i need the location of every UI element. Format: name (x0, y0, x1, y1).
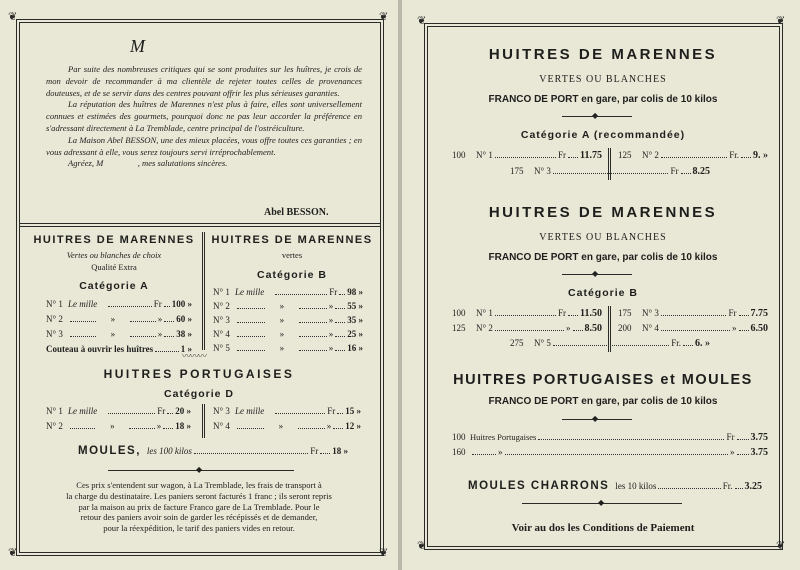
right-a-row2 (510, 166, 710, 177)
portugaises-right-table (213, 406, 361, 436)
row-price: 8.50 (584, 323, 602, 334)
row-unit: » (326, 421, 332, 431)
row-price: 6.50 (750, 323, 768, 334)
price-row (618, 308, 768, 323)
corner-ornament: ❦ (776, 15, 786, 27)
price-row (452, 308, 602, 323)
right-c-franco: FRANCO DE PORT en gare, par colis de 10 kilos (488, 396, 718, 407)
price-row (46, 299, 192, 314)
diamond-ornament: ◆ (598, 498, 605, 507)
footer-line: par la maison au prix de facture Franco gare de La Tremblade. Pour le (78, 501, 320, 512)
row-no: N° 4 (642, 323, 659, 333)
row-label: Le mille (235, 287, 265, 297)
right-a-row1-right (618, 150, 768, 161)
row-label: » (279, 343, 285, 353)
row-unit: » (328, 315, 334, 325)
row-label: Couteau à ouvrir les huîtres (46, 344, 154, 354)
portugaises-title: HUITRES PORTUGAISES (103, 367, 295, 381)
footer-line: Ces prix s'entendent sur wagon, à La Tremblade, les frais de transport à (76, 480, 322, 490)
row-unit: » (730, 447, 735, 457)
footer-line: la charge du destinataire. Les paniers seront facturés 1 franc ; ils seront repris (66, 490, 332, 501)
right-a-sub: VERTES OU BLANCHES (539, 74, 667, 85)
price-row (510, 166, 710, 177)
right-b-row3 (510, 338, 710, 349)
cat-a-sub: Vertes ou blanches de choix (66, 250, 162, 260)
right-page (402, 0, 800, 570)
row-price: 55 » (347, 301, 363, 311)
row-label: Le mille (68, 406, 98, 416)
price-row (452, 150, 602, 161)
divider (19, 226, 381, 227)
cat-b-label: Catégorie B (257, 269, 327, 281)
row-qty: 100 (452, 150, 466, 160)
corner-ornament: ❦ (379, 547, 389, 559)
row-qty: 125 (618, 150, 632, 160)
letter-salutation: M (130, 36, 145, 56)
row-price: 9. » (753, 150, 768, 161)
row-qty: 175 (510, 166, 524, 176)
letter-closing: Agréez, M , mes salutations sincères. (68, 158, 228, 169)
row-label: » (279, 315, 285, 325)
row-no: N° 2 (642, 150, 659, 160)
right-c-table (452, 432, 768, 462)
row-no: N° 3 (642, 308, 659, 318)
row-unit: Fr. (729, 150, 739, 160)
row-price: 35 » (347, 315, 363, 325)
row-no: N° 2 (46, 421, 63, 431)
row-price: 11.50 (580, 308, 602, 319)
row-no: N° 4 (213, 329, 230, 339)
row-qty: 275 (510, 338, 524, 348)
price-row (618, 150, 768, 161)
right-a-row1-left (452, 150, 602, 161)
row-unit: » (328, 301, 334, 311)
row-qty: 175 (618, 308, 632, 318)
divider (562, 274, 632, 275)
cat-a-table (46, 299, 192, 359)
diamond-ornament: ◆ (592, 111, 599, 120)
row-price: 16 » (347, 343, 363, 353)
row-qty: 200 (618, 323, 632, 333)
footer-line: pour la réexpédition, le tarif des paniers vides en retour. (103, 523, 295, 534)
row-no: N° 1 (476, 150, 493, 160)
right-b-sub: VERTES OU BLANCHES (539, 232, 667, 243)
cat-a-quality: Qualité Extra (91, 262, 137, 272)
row-price: 15 » (345, 406, 361, 416)
price-row (213, 421, 361, 436)
row-label: » (498, 447, 503, 457)
price-row (452, 432, 768, 447)
column-divider (202, 404, 205, 438)
letter-paragraph: La Maison Abel BESSON, une des mieux placées, vous offre toutes ces garanties ; en vous adressant à elle, vous serez toujours servi irréprochablement. (46, 134, 362, 157)
corner-ornament: ❦ (417, 540, 427, 552)
right-b-franco: FRANCO DE PORT en gare, par colis de 10 kilos (488, 252, 718, 263)
cat-b-sub: vertes (281, 250, 303, 260)
row-price: 8.25 (692, 166, 710, 177)
right-a-title: HUITRES DE MARENNES (488, 46, 718, 63)
diamond-ornament: ◆ (592, 414, 599, 423)
price-row (46, 329, 192, 344)
row-unit: Fr (157, 406, 166, 416)
payment-note: Voir au dos les Conditions de Paiement (511, 522, 695, 534)
price-row (213, 406, 361, 421)
row-no: N° 2 (213, 301, 230, 311)
price-row (452, 447, 768, 462)
moules-title: MOULES, (78, 445, 141, 457)
right-a-cat: Catégorie A (recommandée) (520, 129, 686, 141)
price-row (213, 301, 363, 315)
row-no: N° 1 (46, 299, 63, 309)
row-price: 38 » (176, 329, 192, 339)
price-row (510, 338, 710, 349)
row-unit: Fr (329, 287, 338, 297)
moules-price: 18 » (332, 446, 348, 456)
cat-b-table (213, 287, 363, 357)
left-page (0, 0, 398, 570)
price-row (618, 323, 768, 338)
moules-charrons-row (468, 480, 762, 492)
row-price: 12 » (345, 421, 361, 431)
letter-body (46, 64, 362, 170)
diamond-ornament: ◆ (196, 465, 203, 474)
row-qty: 100 (452, 432, 466, 442)
row-no: N° 1 (46, 406, 63, 416)
row-no: N° 3 (534, 166, 551, 176)
row-unit: Fr (726, 432, 735, 442)
row-price: 6. » (695, 338, 710, 349)
row-label: Le mille (235, 406, 265, 416)
cat-a-label: Catégorie A (79, 280, 149, 292)
row-no: N° 2 (46, 314, 63, 324)
divider (562, 419, 632, 420)
row-price: 98 » (347, 287, 363, 297)
right-b-title: HUITRES DE MARENNES (488, 204, 718, 221)
row-no: N° 3 (46, 329, 63, 339)
row-unit: » (732, 323, 737, 333)
row-label: » (110, 329, 116, 339)
row-label: » (279, 301, 285, 311)
moules-unit: Fr (310, 446, 319, 456)
row-no: N° 1 (213, 287, 230, 297)
letter-paragraph: Par suite des nombreuses critiques qui se sont produites sur les huîtres, je crois de mon devoir de recommander à ma clientèle de rejeter toutes celles de provenances douteuses, et de se servir dans des centres pouvant offrir les plus sérieuses garanties. (46, 64, 362, 98)
price-row (46, 344, 192, 359)
right-c-title: HUITRES PORTUGAISES et MOULES (453, 372, 753, 388)
right-a-franco: FRANCO DE PORT en gare, par colis de 10 kilos (488, 94, 718, 105)
row-no: N° 3 (213, 406, 230, 416)
footer-line: retour des paniers avoir soin de garder les récépissés et de demander, (80, 512, 318, 523)
row-no: N° 3 (213, 315, 230, 325)
row-qty: 125 (452, 323, 466, 333)
price-row (452, 323, 602, 338)
row-price: 20 » (175, 406, 191, 416)
moules-row (78, 445, 348, 457)
row-no: N° 1 (476, 308, 493, 318)
cat-a-title: HUITRES DE MARENNES (33, 234, 195, 246)
row-label: » (110, 421, 115, 431)
corner-ornament: ❦ (776, 540, 786, 552)
letter-signature: Abel BESSON. (264, 207, 329, 218)
row-unit: » (157, 314, 163, 324)
row-unit: Fr. (671, 338, 681, 348)
row-qty: 100 (452, 308, 466, 318)
footer-note (24, 480, 374, 534)
row-price: 60 » (176, 314, 192, 324)
column-divider (202, 232, 205, 350)
row-no: N° 5 (534, 338, 551, 348)
row-label: » (279, 329, 285, 339)
row-no: N° 5 (213, 343, 230, 353)
right-b-cat: Catégorie B (568, 287, 638, 299)
corner-ornament: ❦ (417, 15, 427, 27)
price-row (213, 287, 363, 301)
row-unit: » (566, 323, 571, 333)
price-row (213, 329, 363, 343)
row-unit: » (328, 343, 334, 353)
moules-price: 3.25 (744, 481, 762, 492)
moules-unit: Fr. (722, 481, 733, 491)
row-price: 7.75 (750, 308, 768, 319)
row-price: 3.75 (750, 447, 768, 458)
row-price: 11.75 (580, 150, 602, 161)
row-label: Le mille (68, 299, 98, 309)
row-unit: » (157, 329, 163, 339)
right-b-right-col (618, 308, 768, 338)
row-qty: 160 (452, 447, 466, 457)
row-unit: » (156, 421, 162, 431)
row-unit: Fr (558, 308, 567, 318)
row-no: N° 2 (476, 323, 493, 333)
diamond-ornament: ◆ (592, 269, 599, 278)
moules-title: MOULES CHARRONS (468, 480, 610, 492)
corner-ornament: ❦ (8, 11, 18, 23)
row-unit: Fr (670, 166, 679, 176)
price-row (46, 314, 192, 329)
row-price: 25 » (347, 329, 363, 339)
moules-label: les 10 kilos (615, 481, 657, 491)
row-no: N° 4 (213, 421, 230, 431)
right-b-left-col (452, 308, 602, 338)
row-price: 100 » (171, 299, 192, 309)
letter-paragraph: La réputation des huîtres de Marennes n'est plus à faire, elles sont universellement connues et estimées des gourmets, pourquoi donc ne pas leur accorder la préférence en s'adressant directement à La Tremblade, centre principal de l'ostréiculture. (46, 99, 362, 133)
price-row (46, 421, 191, 436)
row-price: 1 » (180, 344, 192, 354)
row-price: 18 » (175, 421, 191, 431)
row-price: 3.75 (750, 432, 768, 443)
row-unit: Fr (558, 150, 567, 160)
row-unit: Fr (327, 406, 336, 416)
row-label: » (278, 421, 284, 431)
portugaises-cat: Catégorie D (164, 388, 234, 400)
wave-ornament: 〰〰〰 (182, 351, 207, 361)
price-row (46, 406, 191, 421)
moules-label: les 100 kilos (146, 446, 192, 456)
row-unit: » (328, 329, 334, 339)
divider (562, 116, 632, 117)
divider (19, 223, 381, 224)
price-row (213, 343, 363, 357)
row-label: » (110, 314, 116, 324)
row-unit: Fr (153, 299, 162, 309)
cat-b-title: HUITRES DE MARENNES (211, 234, 373, 246)
corner-ornament: ❦ (379, 11, 389, 23)
price-row (213, 315, 363, 329)
corner-ornament: ❦ (8, 547, 18, 559)
row-unit: Fr (728, 308, 737, 318)
row-label: Huitres Portugaises (470, 432, 537, 442)
portugaises-left-table (46, 406, 191, 436)
